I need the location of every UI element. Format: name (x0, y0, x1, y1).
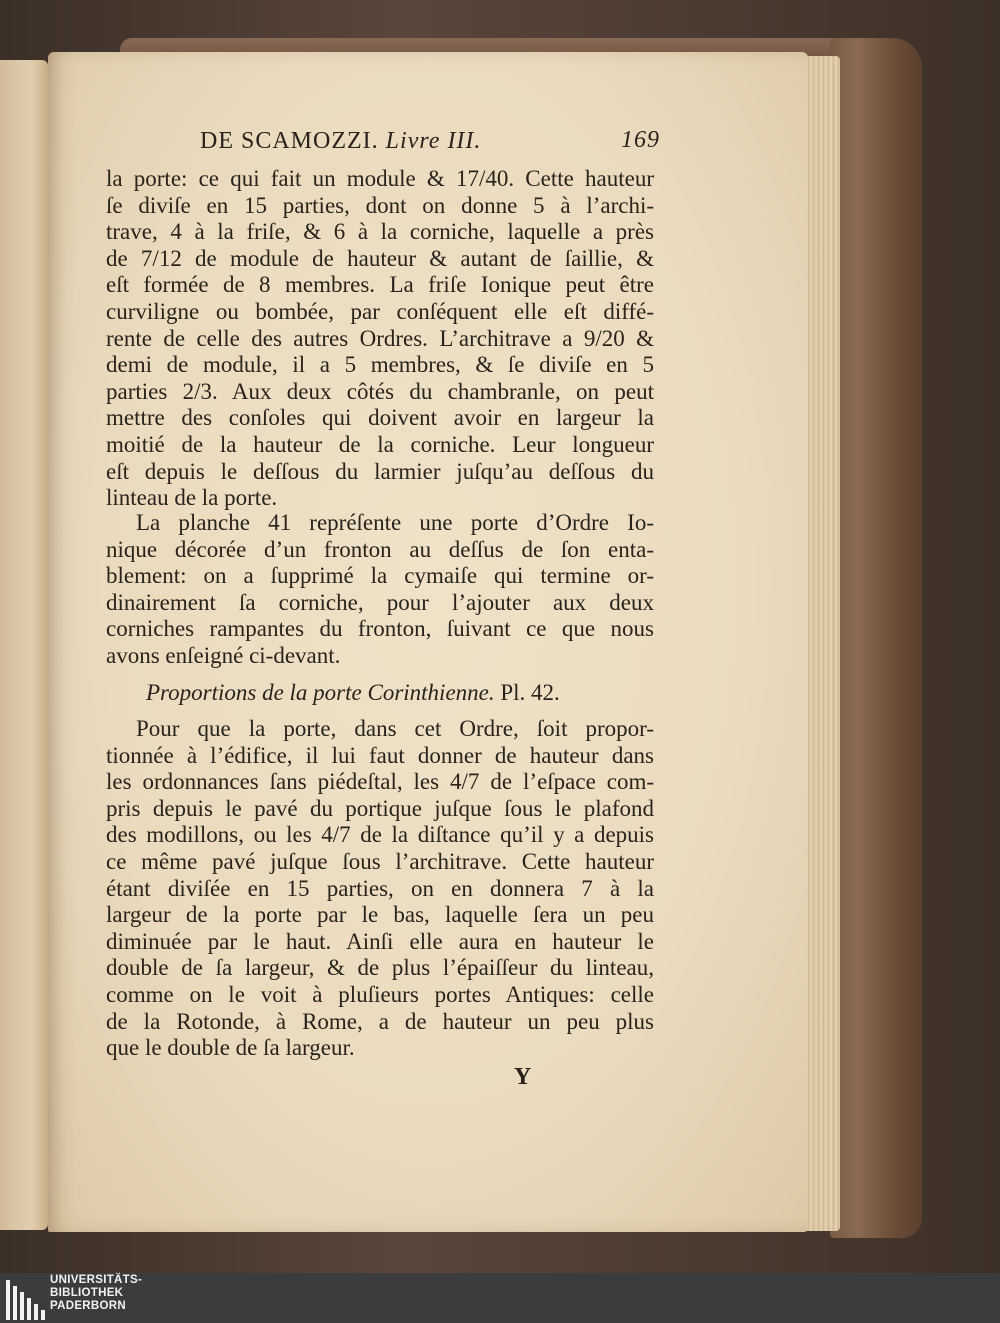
text-line: eſt formée de 8 membres. La friſe Ionique peut être (106, 272, 654, 298)
text-line: parties 2/3. Aux deux côtés du chambranle, on peut (106, 378, 654, 404)
book-number: Livre III. (385, 128, 482, 154)
text-line: linteau de la porte. (106, 485, 278, 511)
text-line: comme on le voit à pluſieurs portes Antiques: celle (106, 981, 654, 1007)
text-line: de la Rotonde, à Rome, a de hauteur un peu plus (106, 1008, 654, 1034)
text-line: les ordonnances ſans piédeſtal, les 4/7 de l’eſpace com- (106, 769, 654, 795)
library-name-line: UNIVERSITÄTS- (50, 1274, 143, 1286)
page-number: 169 (621, 127, 660, 153)
text-line: mettre des conſoles qui doivent avoir en largeur la (106, 405, 654, 431)
text-line: trave, 4 à la friſe, & 6 à la corniche, laquelle a près (106, 219, 654, 245)
running-title: DE SCAMOZZI. (200, 128, 379, 154)
text-line: de 7/12 de module de hauteur & autant de ſaillie, & (106, 245, 654, 271)
library-name-line: PADERBORN (50, 1300, 126, 1312)
text-line: double de ſa largeur, & de plus l’épaiſſeur du linteau, (106, 955, 654, 981)
paragraph-1 (106, 166, 654, 512)
text-line: corniches rampantes du fronton, ſuivant ce que nous (106, 616, 654, 642)
text-line: blement: on a ſupprimé la cymaiſe qui termine or- (106, 563, 654, 589)
text-line: ſe diviſe en 15 parties, dont on donne 5 à l’archi- (106, 192, 654, 218)
running-header (200, 128, 660, 155)
section-heading (146, 680, 646, 706)
text-line: eſt depuis le deſſous du larmier juſqu’au deſſous du (106, 458, 654, 484)
text-line: la porte: ce qui fait un module & 17/40. Cette hauteur (106, 166, 654, 191)
text-line: étant diviſée en 15 parties, on en donnera 7 à la (106, 875, 654, 901)
text-line: curviligne ou bombée, par conſéquent elle eſt diffé- (106, 298, 654, 324)
library-bars-icon (4, 1276, 48, 1320)
text-line: largeur de la porte par le bas, laquelle ſera un peu (106, 902, 654, 928)
text-line: Pour que la porte, dans cet Ordre, ſoit propor- (136, 716, 654, 741)
library-footer (0, 1273, 1000, 1323)
text-line: demi de module, il a 5 membres, & ſe diviſe en 5 (106, 352, 654, 378)
text-line: que le double de ſa largeur. (106, 1035, 355, 1061)
text-line: dinairement ſa corniche, pour l’ajouter aux deux (106, 589, 654, 615)
library-name-line: BIBLIOTHEK (50, 1287, 124, 1299)
paragraph-3 (106, 716, 654, 1062)
text-line: ce même pavé juſque ſous l’architrave. Cette hauteur (106, 848, 654, 874)
text-line: La planche 41 repréſente une porte d’Ordre Io- (136, 510, 654, 535)
text-line: des modillons, ou les 4/7 de la diſtance qu’il y a depuis (106, 822, 654, 848)
plate-reference: Pl. 42. (500, 680, 560, 705)
section-heading-text: Proportions de la porte Corinthienne. (146, 680, 495, 705)
signature-mark: Y (514, 1064, 532, 1090)
paragraph-2 (106, 510, 654, 670)
text-line: pris depuis le pavé du portique juſque ſous le plafond (106, 795, 654, 821)
text-line: tionnée à l’édifice, il lui faut donner de hauteur dans (106, 742, 654, 768)
text-line: moitié de la hauteur de la corniche. Leur longueur (106, 431, 654, 457)
back-cover (830, 38, 922, 1238)
text-line: avons enſeigné ci-devant. (106, 642, 341, 668)
library-name (50, 1274, 142, 1313)
text-line: rente de celle des autres Ordres. L’architrave a 9/20 & (106, 325, 654, 351)
text-line: diminuée par le haut. Ainſi elle aura en hauteur le (106, 928, 654, 954)
text-line: nique décorée d’un fronton au deſſus de ſon enta- (106, 536, 654, 562)
left-page-edge (0, 60, 48, 1230)
